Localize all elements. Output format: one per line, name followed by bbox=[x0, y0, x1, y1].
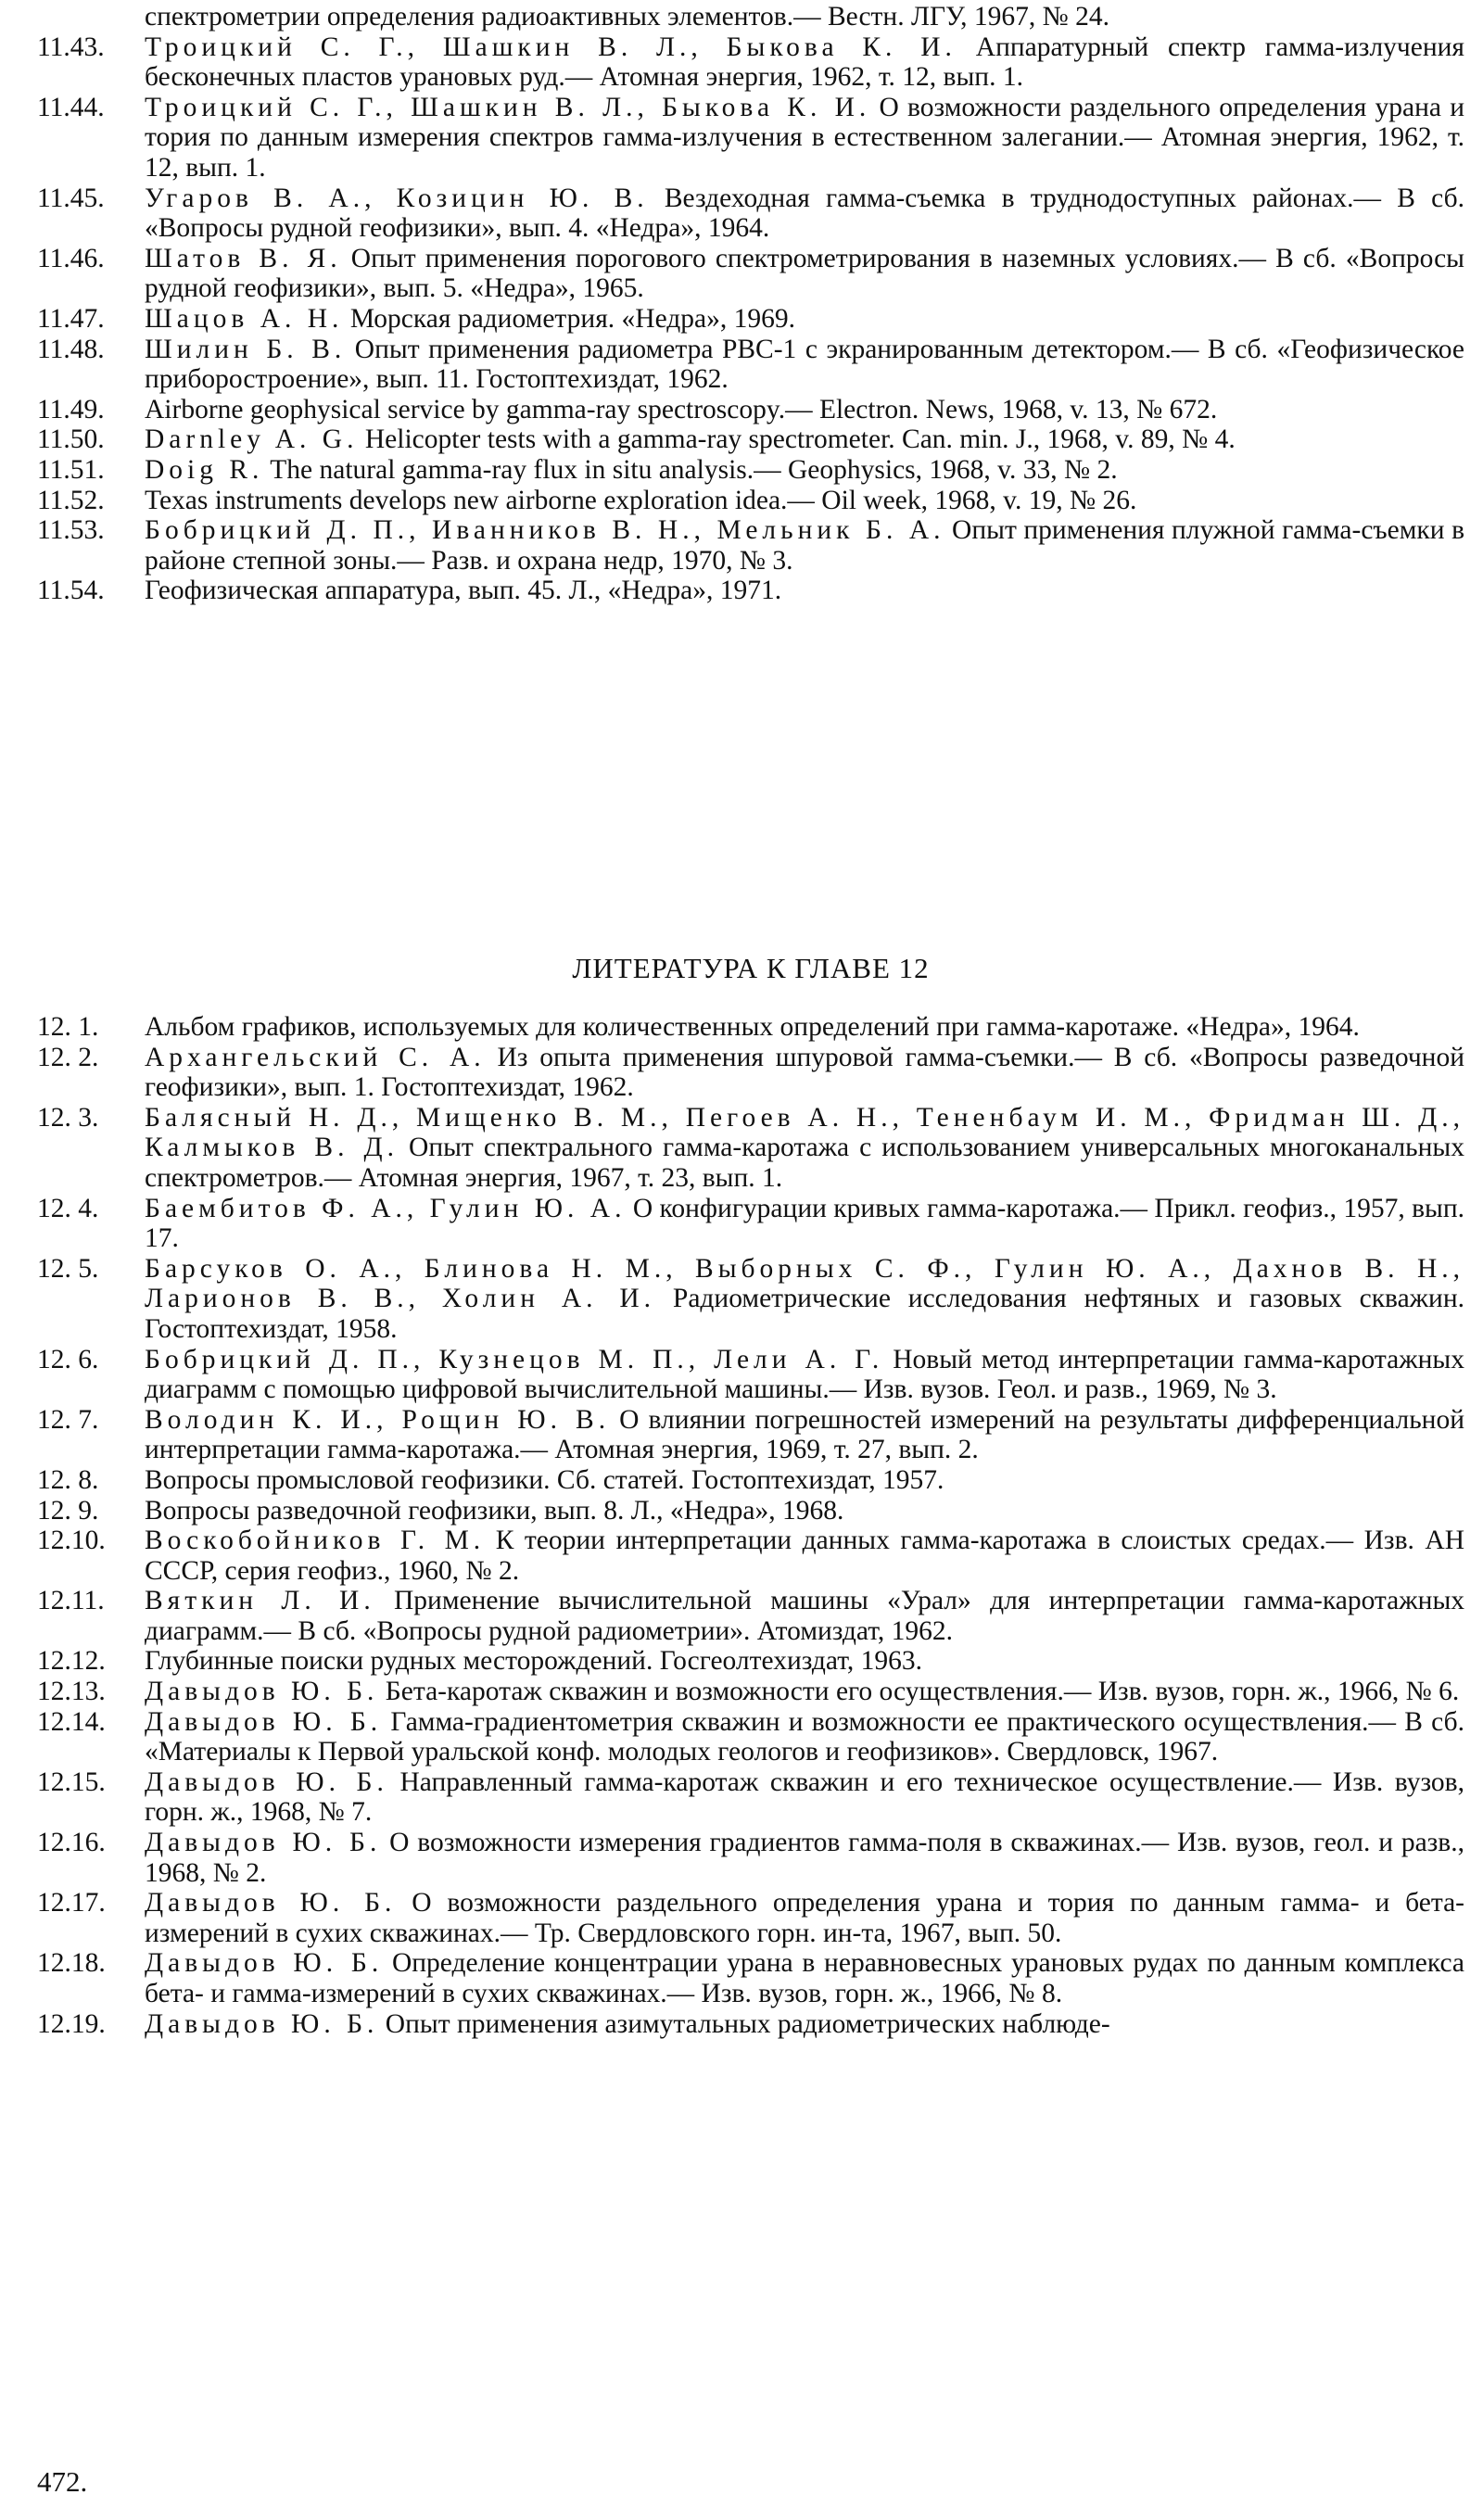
page-number: 472. bbox=[37, 2465, 88, 2498]
reference-text: Вездеходная гамма-съемка в труднодоступных районах.— В сб. «Вопросы рудной геофизики», вып. 4. «Недра», 1964. bbox=[145, 183, 1465, 244]
reference-text: Гамма-градиентометрия скважин и возможности ее практического осуществления.— В сб. «Материалы к Первой уральской конф. молодых геологов и геофизиков». Свердловск, 1967. bbox=[145, 1706, 1465, 1767]
reference-text: Бета-каротаж скважин и возможности его осуществления.— Изв. вузов, горн. ж., 1966, № 6. bbox=[385, 1677, 1460, 1707]
reference-authors: Давыдов Ю. Б. bbox=[145, 1888, 397, 1918]
reference-number: 11.50. bbox=[37, 424, 105, 455]
reference-number: 12.17. bbox=[37, 1888, 106, 1918]
reference-text: О влиянии погрешностей измерений на результаты дифференциальной интерпретации гамма-каротажа.— Атомная энергия, 1969, т. 27, вып. 2. bbox=[145, 1404, 1465, 1465]
reference-text: Texas instruments develops new airborne exploration idea.— Oil week, 1968, v. 19, № 26. bbox=[145, 485, 1137, 515]
reference-number: 11.43. bbox=[37, 32, 105, 62]
reference-text: Радиометрические исследования нефтяных и газовых скважин. Гостоптехиздат, 1958. bbox=[145, 1284, 1465, 1344]
reference-item bbox=[37, 2009, 1464, 2040]
reference-number: 11.47. bbox=[37, 303, 105, 334]
reference-item bbox=[37, 395, 1464, 425]
reference-item bbox=[37, 1103, 1464, 1194]
reference-item bbox=[37, 244, 1464, 304]
reference-number: 12.12. bbox=[37, 1646, 106, 1677]
reference-item bbox=[37, 1707, 1464, 1767]
reference-authors: Шатов В. Я. bbox=[145, 243, 342, 273]
reference-text: Опыт применения плужной гамма-съемки в районе степной зоны.— Разв. и охрана недр, 1970, № 3. bbox=[145, 515, 1464, 576]
reference-number: 12.10. bbox=[37, 1526, 106, 1556]
reference-number: 11.48. bbox=[37, 334, 105, 364]
reference-item bbox=[37, 93, 1464, 184]
reference-item bbox=[37, 424, 1464, 455]
reference-number: 11.51. bbox=[37, 454, 105, 485]
reference-item bbox=[37, 304, 1464, 335]
reference-item bbox=[37, 1496, 1464, 1526]
reference-authors: Бобрицкий Д. П., Иванников В. Н., Мельник Б. А. bbox=[145, 515, 945, 546]
reference-authors: Doig R. bbox=[145, 454, 264, 485]
reference-authors: Угаров В. А., Козицин Ю. В. bbox=[145, 183, 649, 213]
reference-number: 12. 2. bbox=[37, 1042, 99, 1072]
reference-number: 12.18. bbox=[37, 1948, 106, 1979]
reference-authors: Барсуков О. А., Блинова Н. М., Выборных С. Ф., Гулин Ю. А., Дахнов В. Н., Ларионов В. В., Холин А. И. bbox=[145, 1253, 1464, 1314]
reference-number: 12.11. bbox=[37, 1586, 105, 1616]
reference-item bbox=[37, 184, 1464, 244]
reference-item bbox=[37, 1767, 1464, 1828]
reference-authors: Троицкий С. Г., Шашкин В. Л., Быкова К. И. bbox=[145, 32, 957, 62]
reference-item bbox=[37, 1948, 1464, 2008]
reference-number: 12.15. bbox=[37, 1767, 106, 1797]
reference-item bbox=[37, 486, 1464, 516]
reference-number: 12.14. bbox=[37, 1706, 106, 1737]
reference-text: Глубинные поиски рудных месторождений. Госгеолтехиздат, 1963. bbox=[145, 1646, 923, 1677]
reference-item bbox=[37, 32, 1464, 93]
reference-text: Морская радиометрия. «Недра», 1969. bbox=[349, 303, 796, 334]
reference-authors: Darnley A. G. bbox=[145, 424, 359, 455]
reference-authors: Давыдов Ю. Б. bbox=[145, 1828, 382, 1858]
reference-number: 12. 5. bbox=[37, 1253, 99, 1284]
reference-text: Определение концентрации урана в неравновесных урановых рудах по данным комплекса бета- и гамма-измерений в сухих скважинах.— Изв. вузов, горн. ж., 1966, № 8. bbox=[145, 1948, 1464, 2008]
reference-authors: Давыдов Ю. Б. bbox=[145, 1677, 379, 1707]
reference-item bbox=[37, 455, 1464, 486]
reference-authors: Давыдов Ю. Б. bbox=[145, 2008, 379, 2039]
reference-item bbox=[37, 1646, 1464, 1677]
reference-number: 12. 4. bbox=[37, 1193, 99, 1223]
reference-authors: Воскобойников Г. М. bbox=[145, 1526, 486, 1556]
reference-item bbox=[37, 1677, 1464, 1707]
reference-item bbox=[37, 515, 1464, 576]
reference-authors: Архангельский С. А. bbox=[145, 1042, 486, 1072]
reference-authors: Шилин Б. В. bbox=[145, 334, 347, 364]
reference-item bbox=[37, 1405, 1464, 1465]
reference-authors: Давыдов Ю. Б. bbox=[145, 1948, 384, 1979]
reference-text: Вопросы промысловой геофизики. Сб. статей. Гостоптехиздат, 1957. bbox=[145, 1464, 944, 1495]
reference-continuation: спектрометрии определения радиоактивных элементов.— Вестн. ЛГУ, 1967, № 24. bbox=[145, 2, 1109, 32]
reference-number: 11.45. bbox=[37, 183, 105, 213]
reference-number: 12. 3. bbox=[37, 1102, 99, 1133]
reference-number: 11.46. bbox=[37, 243, 105, 273]
reference-number: 12.19. bbox=[37, 2008, 106, 2039]
reference-number: 12. 1. bbox=[37, 1012, 99, 1042]
reference-number: 11.44. bbox=[37, 92, 105, 122]
reference-authors: Давыдов Ю. Б. bbox=[145, 1767, 388, 1797]
reference-text: Опыт применения радиометра РВС-1 с экранированным детектором.— В сб. «Геофизическое приборостроение», вып. 11. Гостоптехиздат, 1962. bbox=[145, 334, 1464, 395]
reference-text: К теории интерпретации данных гамма-каротажа в слоистых средах.— Изв. АН СССР, серия геофиз., 1960, № 2. bbox=[145, 1526, 1464, 1586]
reference-authors: Бобрицкий Д. П., Кузнецов М. П., Лели А. Г. bbox=[145, 1344, 884, 1374]
reference-authors: Володин К. И., Рощин Ю. В. bbox=[145, 1404, 611, 1435]
reference-text: О конфигурации кривых гамма-каротажа.— Прикл. геофиз., 1957, вып. 17. bbox=[145, 1193, 1464, 1254]
reference-text: Вопросы разведочной геофизики, вып. 8. Л., «Недра», 1968. bbox=[145, 1495, 844, 1526]
reference-item bbox=[37, 1254, 1464, 1345]
reference-text: Из опыта применения шпуровой гамма-съемки.— В сб. «Вопросы разведочной геофизики», вып. 1. Гостоптехиздат, 1962. bbox=[145, 1042, 1464, 1103]
reference-item bbox=[37, 1465, 1464, 1496]
reference-authors: Балясный Н. Д., Мищенко В. М., Пегоев А. Н., Тененбаум И. М., Фридман Ш. Д., Калмыков В. Д. bbox=[145, 1102, 1464, 1163]
reference-item bbox=[37, 1194, 1464, 1254]
reference-text: Геофизическая аппаратура, вып. 45. Л., «Недра», 1971. bbox=[145, 576, 782, 606]
reference-number: 12.13. bbox=[37, 1677, 106, 1707]
reference-item bbox=[37, 1012, 1464, 1043]
reference-text: Опыт применения азимутальных радиометрических наблюде- bbox=[385, 2008, 1110, 2039]
reference-number: 12. 9. bbox=[37, 1495, 99, 1526]
reference-authors: Давыдов Ю. Б. bbox=[145, 1706, 383, 1737]
reference-text: О возможности раздельного определения урана и тория по данным измерения спектров гамма-излучения в естественном залегании.— Атомная энергия, 1962, т. 12, вып. 1. bbox=[145, 92, 1464, 183]
reference-number: 11.52. bbox=[37, 485, 105, 515]
reference-number: 12. 8. bbox=[37, 1464, 99, 1495]
reference-item bbox=[37, 1043, 1464, 1103]
reference-text: Helicopter tests with a gamma-ray spectrometer. Can. min. J., 1968, v. 89, № 4. bbox=[364, 424, 1236, 455]
reference-text: Направленный гамма-каротаж скважин и его техническое осуществление.— Изв. вузов, горн. ж., 1968, № 7. bbox=[145, 1767, 1464, 1828]
reference-authors: Шацов А. Н. bbox=[145, 303, 344, 334]
reference-item bbox=[37, 1586, 1464, 1646]
reference-text: The natural gamma-ray flux in situ analysis.— Geophysics, 1968, v. 33, № 2. bbox=[270, 454, 1118, 485]
reference-item bbox=[37, 576, 1464, 606]
reference-number: 12. 7. bbox=[37, 1404, 99, 1435]
reference-item bbox=[37, 1828, 1464, 1888]
reference-item bbox=[37, 1888, 1464, 1948]
reference-text: Опыт применения порогового спектрометрирования в наземных условиях.— В сб. «Вопросы рудной геофизики», вып. 5. «Недра», 1965. bbox=[145, 243, 1465, 304]
reference-text: Опыт спектрального гамма-каротажа с использованием универсальных многоканальных спектрометров.— Атомная энергия, 1967, т. 23, вып. 1. bbox=[145, 1133, 1464, 1193]
reference-text: Новый метод интерпретации гамма-каротажных диаграмм с помощью цифровой вычислительной машины.— Изв. вузов. Геол. и разв., 1969, № 3. bbox=[145, 1344, 1464, 1405]
reference-text: О возможности измерения градиентов гамма-поля в скважинах.— Изв. вузов, геол. и разв., 1968, № 2. bbox=[145, 1828, 1464, 1888]
reference-item bbox=[37, 335, 1464, 395]
chapter-heading: ЛИТЕРАТУРА К ГЛАВЕ 12 bbox=[572, 952, 930, 984]
reference-authors: Баембитов Ф. А., Гулин Ю. А. bbox=[145, 1193, 627, 1223]
reference-text: Альбом графиков, используемых для количественных определений при гамма-каротаже. «Недра», 1964. bbox=[145, 1012, 1360, 1042]
reference-number: 11.53. bbox=[37, 515, 105, 546]
reference-item bbox=[37, 1345, 1464, 1405]
reference-text: Аппаратурный спектр гамма-излучения бесконечных пластов урановых руд.— Атомная энергия, 1962, т. 12, вып. 1. bbox=[145, 32, 1464, 93]
reference-text: Airborne geophysical service by gamma-ray spectroscopy.— Electron. News, 1968, v. 13, № 672. bbox=[145, 394, 1218, 424]
reference-authors: Троицкий С. Г., Шашкин В. Л., Быкова К. И. bbox=[145, 92, 871, 122]
reference-authors: Вяткин Л. И. bbox=[145, 1586, 375, 1616]
reference-list-chapter-12 bbox=[37, 1012, 1464, 2039]
reference-number: 12. 6. bbox=[37, 1344, 99, 1374]
reference-list-chapter-11 bbox=[37, 2, 1464, 606]
reference-text: О возможности раздельного определения урана и тория по данным гамма- и бета-измерений в сухих скважинах.— Тр. Свердловского горн. ин-та, 1967, вып. 50. bbox=[145, 1888, 1464, 1948]
reference-text: Применение вычислительной машины «Урал» для интерпретации гамма-каротажных диаграмм.— В сб. «Вопросы рудной радиометрии». Атомиздат, 1962. bbox=[145, 1586, 1465, 1646]
reference-number: 11.54. bbox=[37, 576, 105, 606]
reference-number: 12.16. bbox=[37, 1828, 106, 1858]
reference-number: 11.49. bbox=[37, 394, 105, 424]
reference-item bbox=[37, 1526, 1464, 1586]
